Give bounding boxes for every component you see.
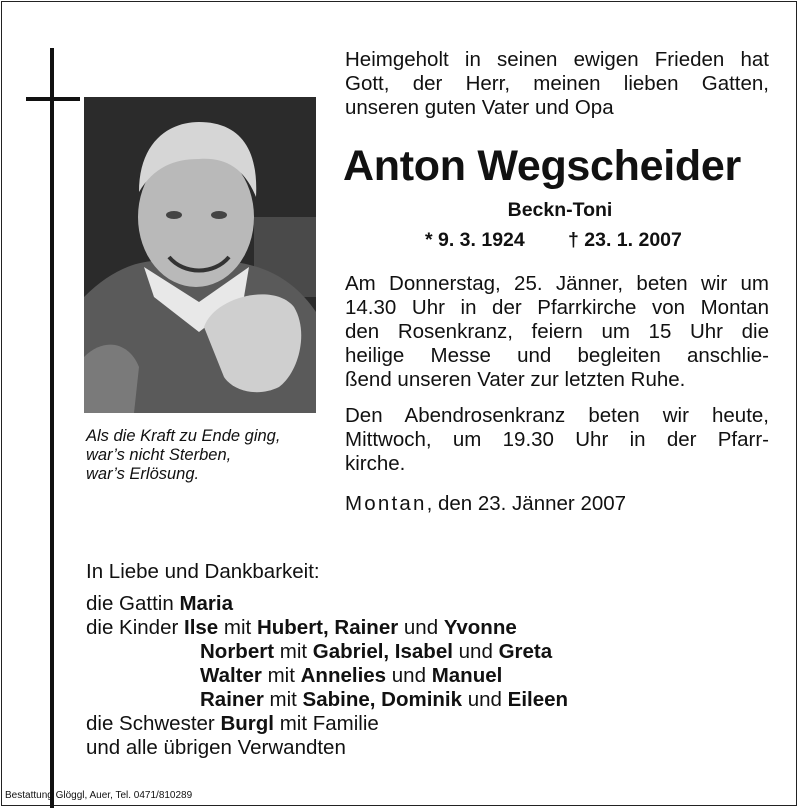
child-family-last: Manuel bbox=[431, 664, 503, 687]
rosary-line: Den Abendrosenkranz beten wir heute, bbox=[345, 404, 769, 427]
sister-name: Burgl bbox=[220, 712, 274, 735]
family-row-others: und alle übrigen Verwandten bbox=[86, 736, 346, 759]
place-name: Montan bbox=[345, 492, 427, 515]
family-list bbox=[86, 560, 568, 760]
intro-line: Heimgeholt in seinen ewigen Frieden hat bbox=[345, 48, 769, 71]
ceremony-line: heilige Messe und begleiten anschlie- bbox=[345, 344, 769, 367]
child-family-last: Yvonne bbox=[443, 616, 517, 639]
birth-date: * 9. 3. 1924 bbox=[425, 229, 525, 251]
photo-caption bbox=[86, 427, 326, 484]
rosary-line: Mittwoch, um 19.30 Uhr in der Pfarr- bbox=[345, 428, 769, 451]
spouse-label: die Gattin bbox=[86, 592, 174, 615]
ceremony-line: Am Donnerstag, 25. Jänner, beten wir um bbox=[345, 272, 769, 295]
child-name: Ilse bbox=[184, 616, 219, 639]
family-row-child bbox=[86, 640, 568, 664]
family-row-sister bbox=[86, 712, 568, 736]
family-row-child bbox=[86, 664, 568, 688]
rosary-line: kirche. bbox=[345, 452, 406, 475]
family-row-children bbox=[86, 616, 568, 640]
funeral-home-footer: Bestattung Glöggl, Auer, Tel. 0471/810289 bbox=[5, 790, 193, 801]
connector-und: und bbox=[458, 640, 493, 663]
ceremony-line: ßend unseren Vater zur letzten Ruhe. bbox=[345, 368, 686, 391]
child-family-last: Greta bbox=[498, 640, 553, 663]
child-family-last: Eileen bbox=[507, 688, 569, 711]
ceremony-line: den Rosenkranz, feiern um 15 Uhr die bbox=[345, 320, 769, 343]
family-row-spouse bbox=[86, 592, 568, 616]
ceremony-line: 14.30 Uhr in der Pfarrkirche von Montan bbox=[345, 296, 769, 319]
connector-mit: mit bbox=[267, 664, 295, 687]
family-row-child bbox=[86, 688, 568, 712]
intro-line: Gott, der Herr, meinen lieben Gatten, bbox=[345, 72, 769, 95]
children-label: die Kinder bbox=[86, 616, 179, 639]
place-date-rest: , den 23. Jänner 2007 bbox=[426, 492, 627, 515]
sister-label: die Schwester bbox=[86, 712, 215, 735]
caption-line: Als die Kraft zu Ende ging, bbox=[86, 427, 281, 445]
connector-mit: mit bbox=[279, 640, 308, 663]
sister-rest: mit Familie bbox=[279, 712, 379, 735]
intro-text bbox=[345, 48, 769, 120]
connector-mit: mit bbox=[269, 688, 297, 711]
child-family: Hubert, Rainer bbox=[256, 616, 399, 639]
portrait-illustration bbox=[84, 97, 316, 413]
ceremony-text bbox=[345, 272, 769, 392]
portrait-photo bbox=[84, 97, 316, 413]
spouse-name: Maria bbox=[179, 592, 234, 615]
intro-line: unseren guten Vater und Opa bbox=[345, 96, 614, 119]
child-family: Gabriel, Isabel bbox=[312, 640, 453, 663]
caption-line: war’s nicht Sterben, bbox=[86, 446, 232, 464]
child-name: Norbert bbox=[200, 640, 275, 663]
family-heading: In Liebe und Dankbarkeit: bbox=[86, 560, 320, 583]
child-family: Sabine, Dominik bbox=[302, 688, 463, 711]
connector-mit: mit bbox=[223, 616, 252, 639]
connector-und: und bbox=[467, 688, 502, 711]
deceased-name: Anton Wegscheider bbox=[343, 142, 741, 190]
child-name: Walter bbox=[200, 664, 262, 687]
connector-und: und bbox=[391, 664, 426, 687]
rosary-text bbox=[345, 404, 769, 476]
place-date bbox=[345, 492, 626, 516]
child-family: Annelies bbox=[300, 664, 387, 687]
cross-icon bbox=[50, 48, 54, 808]
nickname: Beckn-Toni bbox=[507, 199, 613, 221]
child-name: Rainer bbox=[200, 688, 264, 711]
death-date: † 23. 1. 2007 bbox=[568, 229, 682, 251]
connector-und: und bbox=[403, 616, 439, 639]
cross-icon-bar bbox=[26, 97, 80, 101]
caption-line: war’s Erlösung. bbox=[86, 465, 200, 483]
